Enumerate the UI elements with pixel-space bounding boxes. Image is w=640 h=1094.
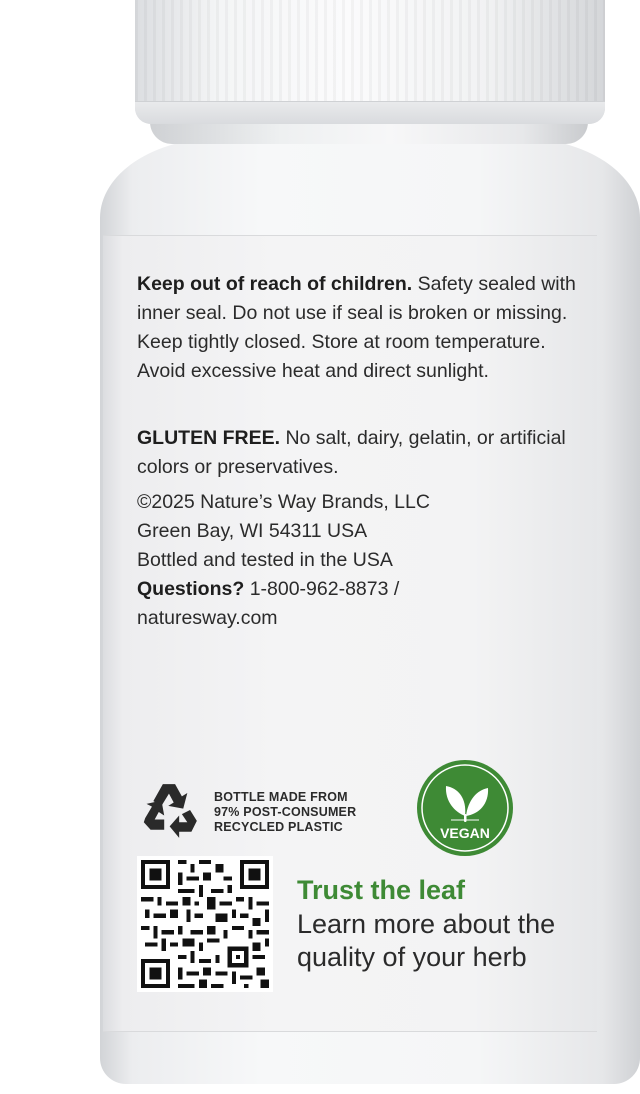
recycle-line-2: 97% POST-CONSUMER bbox=[214, 805, 357, 819]
recycle-line-1: BOTTLE MADE FROM bbox=[214, 790, 348, 804]
recycle-icon bbox=[137, 776, 205, 844]
questions-label: Questions? bbox=[137, 578, 245, 600]
questions-line bbox=[137, 575, 577, 604]
recycle-text bbox=[214, 790, 404, 835]
website-line: naturesway.com bbox=[137, 607, 278, 629]
warnings-paragraph bbox=[137, 270, 577, 386]
warnings-heading: Keep out of reach of children. bbox=[137, 273, 413, 295]
gluten-paragraph bbox=[137, 424, 577, 482]
gluten-text: No salt, dairy, gelatin, or artificial colors or preservatives. bbox=[137, 427, 566, 478]
vegan-text: VEGAN bbox=[440, 825, 490, 841]
copyright-line: ©2025 Nature’s Way Brands, LLC bbox=[137, 491, 430, 513]
company-info bbox=[137, 488, 577, 633]
qr-code[interactable] bbox=[137, 856, 273, 992]
vegan-badge bbox=[415, 758, 515, 858]
bottle-cap bbox=[135, 0, 605, 124]
cap-rim bbox=[135, 101, 605, 124]
bottled-line: Bottled and tested in the USA bbox=[137, 549, 393, 571]
warnings-text: Safety sealed with inner seal. Do not use if seal is broken or missing. Keep tightly closed. Store at room temperature. Avoid excessive heat and direct sunlight. bbox=[137, 273, 576, 382]
phone-number: 1-800-962-8873 / bbox=[249, 578, 400, 600]
address-line: Green Bay, WI 54311 USA bbox=[137, 520, 368, 542]
trust-title: Trust the leaf bbox=[297, 875, 466, 905]
bottle-neck bbox=[150, 122, 588, 144]
cap-ridges bbox=[135, 0, 605, 104]
trust-subtitle: Learn more about the quality of your herb bbox=[297, 909, 556, 972]
recycle-line-3: RECYCLED PLASTIC bbox=[214, 820, 343, 834]
gluten-heading: GLUTEN FREE. bbox=[137, 427, 281, 449]
